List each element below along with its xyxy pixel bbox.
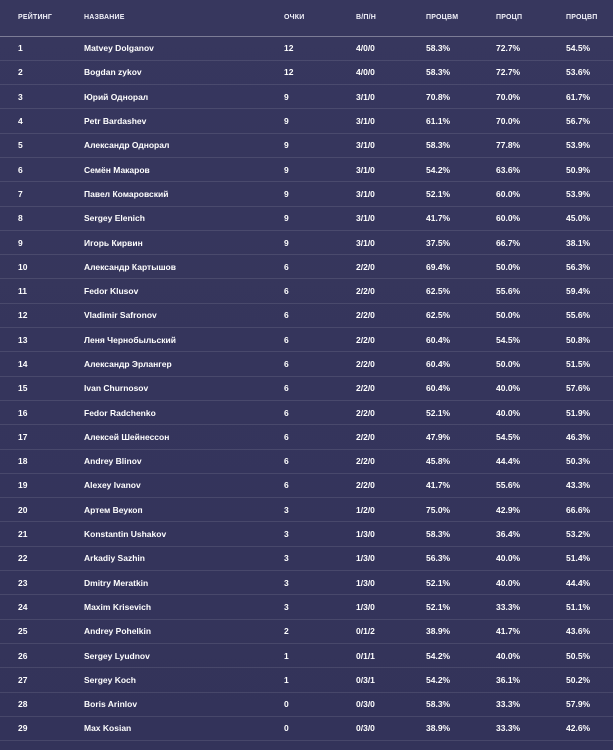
cell-name: Petr Bardashev: [84, 116, 147, 127]
table-row: [0, 619, 613, 643]
cell-points: 0: [284, 699, 289, 710]
cell-rank: 1: [18, 43, 23, 54]
table-row: [0, 133, 613, 157]
cell-rank: 7: [18, 188, 23, 199]
cell-name: Юрий Однорал: [84, 91, 149, 102]
cell-col3: 51.5%: [566, 359, 591, 369]
header-row: [0, 0, 613, 36]
cell-name: Леня Чернобыльский: [84, 334, 176, 345]
cell-col3: 43.3%: [566, 480, 591, 491]
table-row: [0, 303, 613, 327]
cell-rank: 3: [18, 91, 23, 102]
cell-rank: 20: [18, 504, 28, 515]
cell-rank: 16: [18, 407, 28, 418]
cell-wdl: 3/1/0: [356, 140, 375, 151]
cell-col1: 58.3%: [426, 43, 451, 54]
cell-col1: 61.1%: [426, 116, 451, 127]
header-rank[interactable]: РЕЙТИНГ: [18, 14, 53, 22]
table-row: [0, 85, 613, 109]
cell-name: Sergey Elenich: [84, 213, 145, 224]
cell-wdl: 1/3/0: [356, 553, 375, 564]
cell-name: Arkadiy Sazhin: [84, 553, 145, 564]
cell-wdl: 1/3/0: [356, 577, 375, 588]
cell-col2: 63.6%: [496, 164, 521, 175]
header-col1[interactable]: ПРОЦВМ: [426, 14, 459, 22]
cell-name: Артем Веукоп: [84, 504, 143, 515]
cell-col3: 44.4%: [566, 577, 591, 588]
cell-col3: 53.9%: [566, 188, 591, 199]
table-row: [0, 449, 613, 473]
cell-wdl: 0/3/0: [356, 723, 375, 734]
table-header: [0, 0, 613, 36]
cell-rank: 11: [18, 286, 27, 297]
cell-col2: 54.5%: [496, 334, 521, 345]
cell-points: 6: [284, 310, 289, 321]
cell-name: Maxim Krisevich: [84, 601, 152, 612]
cell-rank: 8: [18, 213, 23, 224]
cell-points: 6: [284, 383, 289, 394]
cell-rank: 10: [18, 261, 28, 272]
cell-col2: 70.0%: [496, 91, 521, 102]
cell-rank: 5: [18, 140, 23, 151]
cell-col2: 40.0%: [496, 577, 521, 588]
cell-name: Andrey Pohelkin: [84, 626, 152, 637]
cell-col1: 52.1%: [426, 601, 451, 612]
cell-col1: 60.4%: [426, 359, 451, 369]
cell-col3: 56.3%: [566, 261, 591, 272]
cell-col2: 55.6%: [496, 480, 521, 491]
cell-col1: 75.0%: [426, 504, 451, 515]
cell-col1: 41.7%: [426, 213, 451, 224]
cell-name: Семён Макаров: [84, 164, 150, 175]
cell-col2: 33.3%: [496, 601, 521, 612]
table-row: [0, 328, 613, 352]
cell-col1: 45.8%: [426, 456, 451, 467]
cell-col1: 70.8%: [426, 91, 451, 102]
table-row: [0, 425, 613, 449]
cell-points: 6: [284, 480, 289, 491]
cell-col3: 46.3%: [566, 431, 591, 442]
cell-col2: 41.7%: [496, 626, 521, 637]
cell-wdl: 1/3/0: [356, 601, 375, 612]
cell-col2: 60.0%: [496, 213, 521, 224]
cell-col3: 54.5%: [566, 43, 591, 54]
header-wdl[interactable]: В/П/Н: [356, 14, 377, 22]
cell-points: 3: [284, 553, 289, 564]
table-row: [0, 400, 613, 424]
cell-wdl: 3/1/0: [356, 91, 375, 102]
cell-wdl: 2/2/0: [356, 456, 375, 467]
table-row: [0, 692, 613, 716]
cell-name: Александр Однорал: [84, 140, 170, 151]
table-row: [0, 36, 613, 60]
table-body: [0, 36, 613, 741]
cell-name: Fedor Radchenko: [84, 407, 156, 418]
cell-col3: 53.9%: [566, 140, 591, 151]
cell-name: Павел Комаровский: [84, 188, 169, 199]
cell-rank: 2: [18, 67, 23, 78]
cell-rank: 22: [18, 553, 28, 564]
cell-points: 6: [284, 407, 289, 418]
cell-rank: 4: [18, 116, 23, 127]
cell-col1: 47.9%: [426, 431, 451, 442]
cell-points: 6: [284, 359, 289, 369]
table-row: [0, 498, 613, 522]
table-row: [0, 546, 613, 570]
cell-wdl: 3/1/0: [356, 188, 375, 199]
cell-name: Sergey Lyudnov: [84, 650, 150, 661]
cell-col3: 57.9%: [566, 699, 591, 710]
table-row: [0, 473, 613, 497]
cell-col1: 54.2%: [426, 650, 451, 661]
header-points[interactable]: ОЧКИ: [284, 14, 305, 22]
cell-wdl: 1/2/0: [356, 504, 375, 515]
cell-points: 6: [284, 286, 289, 297]
cell-col1: 62.5%: [426, 310, 451, 321]
cell-col3: 51.4%: [566, 553, 591, 564]
cell-col2: 40.0%: [496, 407, 521, 418]
header-col2[interactable]: ПРОЦП: [496, 14, 523, 22]
cell-col2: 66.7%: [496, 237, 521, 248]
cell-wdl: 4/0/0: [356, 43, 375, 54]
cell-points: 9: [284, 213, 289, 224]
table-row: [0, 668, 613, 692]
cell-rank: 29: [18, 723, 28, 734]
table-row: [0, 230, 613, 254]
cell-name: Ivan Churnosov: [84, 383, 149, 394]
cell-points: 12: [284, 67, 294, 78]
cell-col2: 50.0%: [496, 359, 521, 369]
cell-wdl: 2/2/0: [356, 286, 375, 297]
table-row: [0, 352, 613, 376]
cell-col2: 33.3%: [496, 723, 521, 734]
cell-col3: 50.9%: [566, 164, 591, 175]
cell-col3: 50.2%: [566, 674, 591, 685]
cell-col1: 58.3%: [426, 140, 451, 151]
table-row: [0, 522, 613, 546]
cell-name: Fedor Klusov: [84, 286, 139, 297]
cell-name: Vladimir Safronov: [84, 310, 157, 321]
cell-wdl: 3/1/0: [356, 213, 375, 224]
cell-col3: 53.6%: [566, 67, 591, 78]
cell-name: Алексей Шейнессон: [84, 431, 170, 442]
table-row: [0, 60, 613, 84]
cell-name: Александр Эрлангер: [84, 359, 172, 369]
cell-col3: 50.8%: [566, 334, 591, 345]
cell-points: 6: [284, 261, 289, 272]
cell-name: Boris Arinlov: [84, 699, 138, 710]
cell-rank: 19: [18, 480, 28, 491]
cell-points: 1: [284, 650, 289, 661]
cell-col1: 52.1%: [426, 188, 451, 199]
cell-wdl: 0/3/0: [356, 699, 375, 710]
cell-col3: 66.6%: [566, 504, 591, 515]
cell-points: 12: [284, 43, 294, 54]
cell-col2: 40.0%: [496, 383, 521, 394]
cell-wdl: 2/2/0: [356, 383, 375, 394]
cell-wdl: 2/2/0: [356, 480, 375, 491]
cell-points: 3: [284, 577, 289, 588]
cell-points: 9: [284, 140, 289, 151]
cell-col2: 44.4%: [496, 456, 521, 467]
cell-col2: 70.0%: [496, 116, 521, 127]
cell-col3: 38.1%: [566, 237, 591, 248]
cell-col2: 40.0%: [496, 650, 521, 661]
cell-rank: 24: [18, 601, 28, 612]
cell-col3: 55.6%: [566, 310, 591, 321]
cell-col1: 38.9%: [426, 723, 451, 734]
cell-rank: 15: [18, 383, 28, 394]
cell-name: Sergey Koch: [84, 674, 136, 685]
table-row: [0, 595, 613, 619]
cell-col2: 55.6%: [496, 286, 521, 297]
cell-rank: 25: [18, 626, 28, 637]
cell-rank: 6: [18, 164, 23, 175]
cell-wdl: 2/2/0: [356, 407, 375, 418]
cell-col3: 53.2%: [566, 529, 591, 540]
cell-wdl: 0/1/2: [356, 626, 375, 637]
cell-name: Bogdan zykov: [84, 67, 142, 78]
table-row: [0, 206, 613, 230]
cell-col3: 59.4%: [566, 286, 591, 297]
header-col3[interactable]: ПРОЦВП: [566, 14, 598, 22]
table-row: [0, 255, 613, 279]
cell-wdl: 2/2/0: [356, 310, 375, 321]
cell-points: 0: [284, 723, 289, 734]
cell-col1: 52.1%: [426, 577, 451, 588]
cell-col1: 54.2%: [426, 164, 451, 175]
cell-col3: 42.6%: [566, 723, 591, 734]
table-row: [0, 376, 613, 400]
cell-points: 9: [284, 188, 289, 199]
cell-col3: 57.6%: [566, 383, 591, 394]
cell-points: 9: [284, 164, 289, 175]
cell-col1: 37.5%: [426, 237, 451, 248]
cell-col1: 69.4%: [426, 261, 451, 272]
cell-wdl: 0/1/1: [356, 650, 375, 661]
cell-name: Konstantin Ushakov: [84, 529, 167, 540]
cell-name: Игорь Кирвин: [84, 237, 143, 248]
table-row: [0, 279, 613, 303]
cell-wdl: 2/2/0: [356, 334, 375, 345]
cell-col1: 58.3%: [426, 699, 451, 710]
cell-rank: 26: [18, 650, 28, 661]
cell-col3: 43.6%: [566, 626, 591, 637]
cell-wdl: 2/2/0: [356, 261, 375, 272]
cell-col2: 72.7%: [496, 43, 521, 54]
cell-wdl: 2/2/0: [356, 431, 375, 442]
cell-points: 6: [284, 334, 289, 345]
cell-points: 9: [284, 237, 289, 248]
cell-rank: 23: [18, 577, 28, 588]
header-name[interactable]: НАЗВАНИЕ: [84, 14, 125, 22]
cell-name: Max Kosian: [84, 723, 132, 734]
cell-col2: 72.7%: [496, 67, 521, 78]
cell-col2: 40.0%: [496, 553, 521, 564]
cell-wdl: 2/2/0: [356, 359, 375, 369]
cell-col3: 56.7%: [566, 116, 591, 127]
cell-points: 6: [284, 456, 289, 467]
cell-col1: 60.4%: [426, 334, 451, 345]
cell-rank: 9: [18, 237, 23, 248]
cell-col1: 38.9%: [426, 626, 451, 637]
cell-rank: 28: [18, 699, 28, 710]
cell-rank: 21: [18, 529, 28, 540]
cell-col1: 56.3%: [426, 553, 451, 564]
cell-col2: 54.5%: [496, 431, 521, 442]
cell-points: 6: [284, 431, 289, 442]
table-row: [0, 643, 613, 667]
cell-col2: 36.4%: [496, 529, 521, 540]
cell-rank: 13: [18, 334, 28, 345]
table-row: [0, 571, 613, 595]
cell-name: Dmitry Meratkin: [84, 577, 149, 588]
cell-col2: 50.0%: [496, 261, 521, 272]
cell-rank: 27: [18, 674, 28, 685]
table-row: [0, 182, 613, 206]
cell-col3: 61.7%: [566, 91, 591, 102]
table-row: [0, 157, 613, 181]
cell-wdl: 0/3/1: [356, 674, 375, 685]
cell-col2: 77.8%: [496, 140, 521, 151]
cell-wdl: 1/3/0: [356, 529, 375, 540]
cell-col1: 58.3%: [426, 67, 451, 78]
cell-col3: 45.0%: [566, 213, 591, 224]
cell-wdl: 3/1/0: [356, 116, 375, 127]
cell-name: Alexey Ivanov: [84, 480, 141, 491]
cell-points: 9: [284, 91, 289, 102]
cell-col3: 50.3%: [566, 456, 591, 467]
cell-name: Matvey Dolganov: [84, 43, 154, 54]
cell-points: 3: [284, 601, 289, 612]
cell-points: 1: [284, 674, 289, 685]
cell-rank: 12: [18, 310, 28, 321]
cell-points: 3: [284, 504, 289, 515]
cell-col2: 50.0%: [496, 310, 521, 321]
cell-col2: 36.1%: [496, 674, 521, 685]
cell-points: 3: [284, 529, 289, 540]
table-row: [0, 109, 613, 133]
cell-col1: 52.1%: [426, 407, 451, 418]
cell-wdl: 3/1/0: [356, 164, 375, 175]
cell-col1: 54.2%: [426, 674, 451, 685]
cell-col3: 51.1%: [566, 601, 591, 612]
cell-name: Александр Картышов: [84, 261, 176, 272]
table-row: [0, 716, 613, 740]
cell-rank: 14: [18, 359, 28, 369]
cell-col2: 60.0%: [496, 188, 521, 199]
cell-rank: 17: [18, 431, 28, 442]
cell-col1: 58.3%: [426, 529, 451, 540]
cell-col2: 42.9%: [496, 504, 521, 515]
cell-rank: 18: [18, 456, 28, 467]
cell-col1: 41.7%: [426, 480, 451, 491]
cell-col3: 50.5%: [566, 650, 591, 661]
cell-col3: 51.9%: [566, 407, 591, 418]
cell-points: 2: [284, 626, 289, 637]
cell-wdl: 3/1/0: [356, 237, 375, 248]
cell-points: 9: [284, 116, 289, 127]
cell-name: Andrey Blinov: [84, 456, 142, 467]
cell-col1: 62.5%: [426, 286, 451, 297]
cell-col2: 33.3%: [496, 699, 521, 710]
cell-wdl: 4/0/0: [356, 67, 375, 78]
cell-col1: 60.4%: [426, 383, 451, 394]
